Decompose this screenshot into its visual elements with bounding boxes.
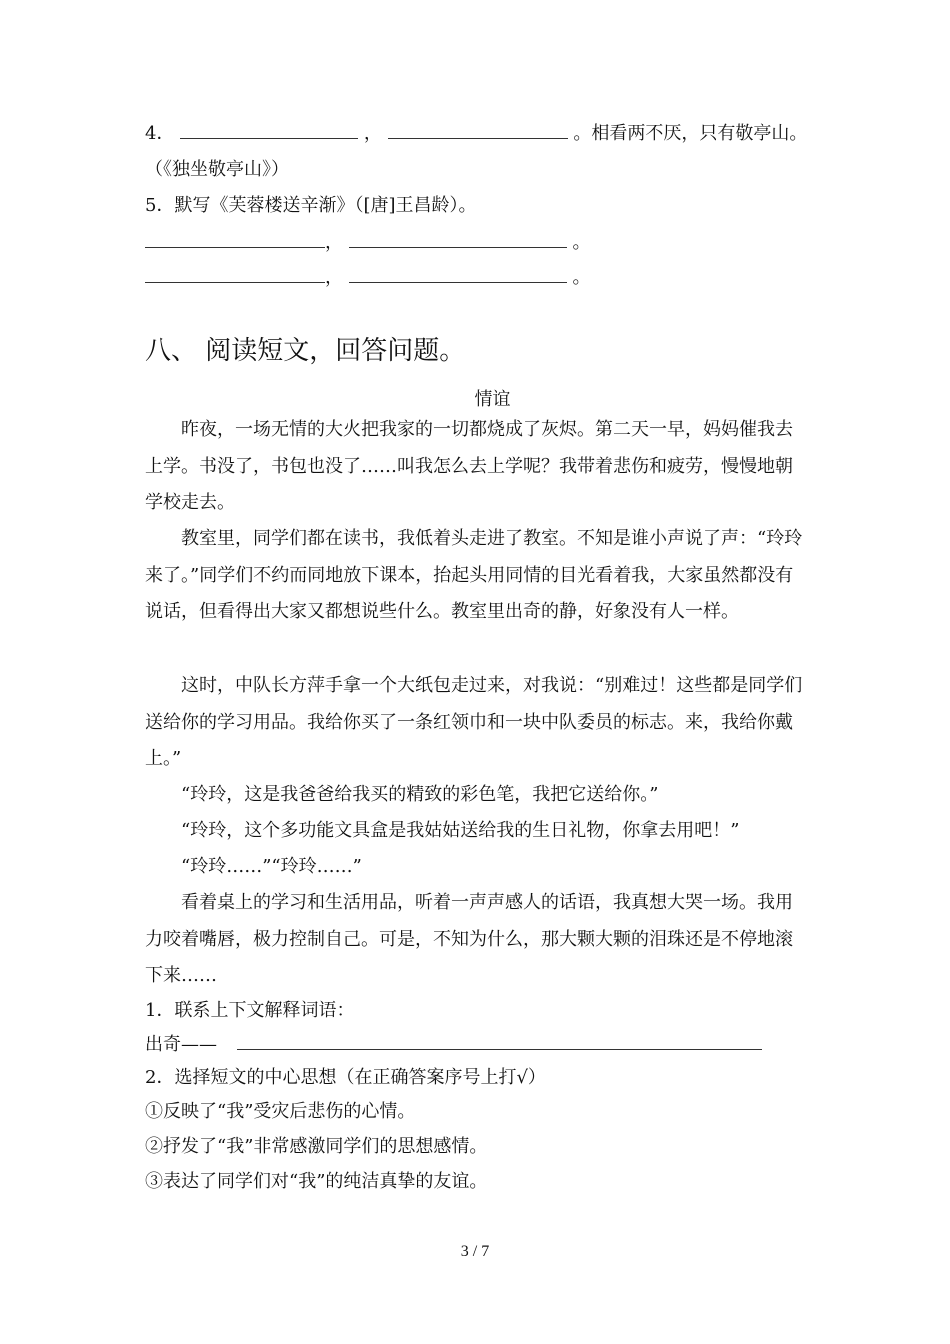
passage-title: 情谊 [474,389,511,410]
answer-blank[interactable] [145,266,325,283]
period: 。 [572,267,591,288]
poem-tail-text: 。相看两不厌，只有敬亭山。 [573,123,808,144]
question-2: 2．选择短文的中心思想（在正确答案序号上打√） [145,1067,546,1088]
passage-paragraph: 看着桌上的学习和生活用品，听着一声声感人的话语，我真想大哭一场。我用力咬着嘴唇，极力控制自己。可是，不知为什么，那大颗大颗的泪珠还是不停地滚下来…… [145,892,793,986]
question-1-answer-line [145,1033,762,1057]
passage-paragraph: 这时，中队长方萍手拿一个大纸包走过来，对我说：“别难过！这些都是同学们送给你的学习用品。我给你买了一条红领巾和一块中队委员的标志。来，我给你戴上。” [145,675,803,769]
answer-blank[interactable] [180,122,358,139]
period: 。 [572,232,591,253]
option-1[interactable]: ①反映了“我”受灾后悲伤的心情。 [145,1101,416,1122]
item-number: 4． [145,123,175,144]
poem-item-5-prompt: 5．默写《芙蓉楼送辛渐》（[唐]王昌龄）。 [145,195,477,216]
answer-blank[interactable] [388,122,568,139]
answer-blank[interactable] [145,231,325,248]
answer-blank[interactable] [349,231,567,248]
passage-paragraph: 教室里，同学们都在读书，我低着头走进了教室。不知是谁小声说了声：“玲玲来了。”同学们不约而同地放下课本，抬起头用同情的目光看着我，大家虽然都没有说话，但看得出大家又都想说些什么。教室里出奇的静，好象没有人一样。 [145,528,803,622]
comma: ， [325,267,343,288]
passage-paragraph: “玲玲，这个多功能文具盒是我姑姑送给我的生日礼物，你拿去用吧！” [181,820,740,841]
poem-source: （《独坐敬亭山》） [145,159,289,180]
poem-item-5-line-2 [145,266,590,290]
question-1: 1．联系上下文解释词语： [145,1000,355,1021]
answer-blank[interactable] [349,266,567,283]
poem-item-5-line-1 [145,231,590,255]
comma: ， [363,123,382,144]
poem-item-4 [145,122,807,146]
passage-paragraph: 昨夜，一场无情的大火把我家的一切都烧成了灰烬。第二天一早，妈妈催我去上学。书没了，书包也没了……叫我怎么去上学呢？我带着悲伤和疲劳，慢慢地朝学校走去。 [145,419,793,513]
section-heading: 八、 阅读短文，回答问题。 [145,336,466,366]
comma: ， [325,232,343,253]
option-3[interactable]: ③表达了同学们对“我”的纯洁真挚的友谊。 [145,1171,488,1192]
passage-paragraph: “玲玲……”“玲玲……” [181,856,362,877]
option-2[interactable]: ②抒发了“我”非常感激同学们的思想感情。 [145,1136,488,1157]
answer-blank[interactable] [237,1033,762,1050]
page-number: 3 / 7 [460,1243,490,1260]
passage-paragraph: “玲玲，这是我爸爸给我买的精致的彩色笔，我把它送给你。” [181,784,659,805]
term-label: 出奇—— [145,1034,217,1055]
